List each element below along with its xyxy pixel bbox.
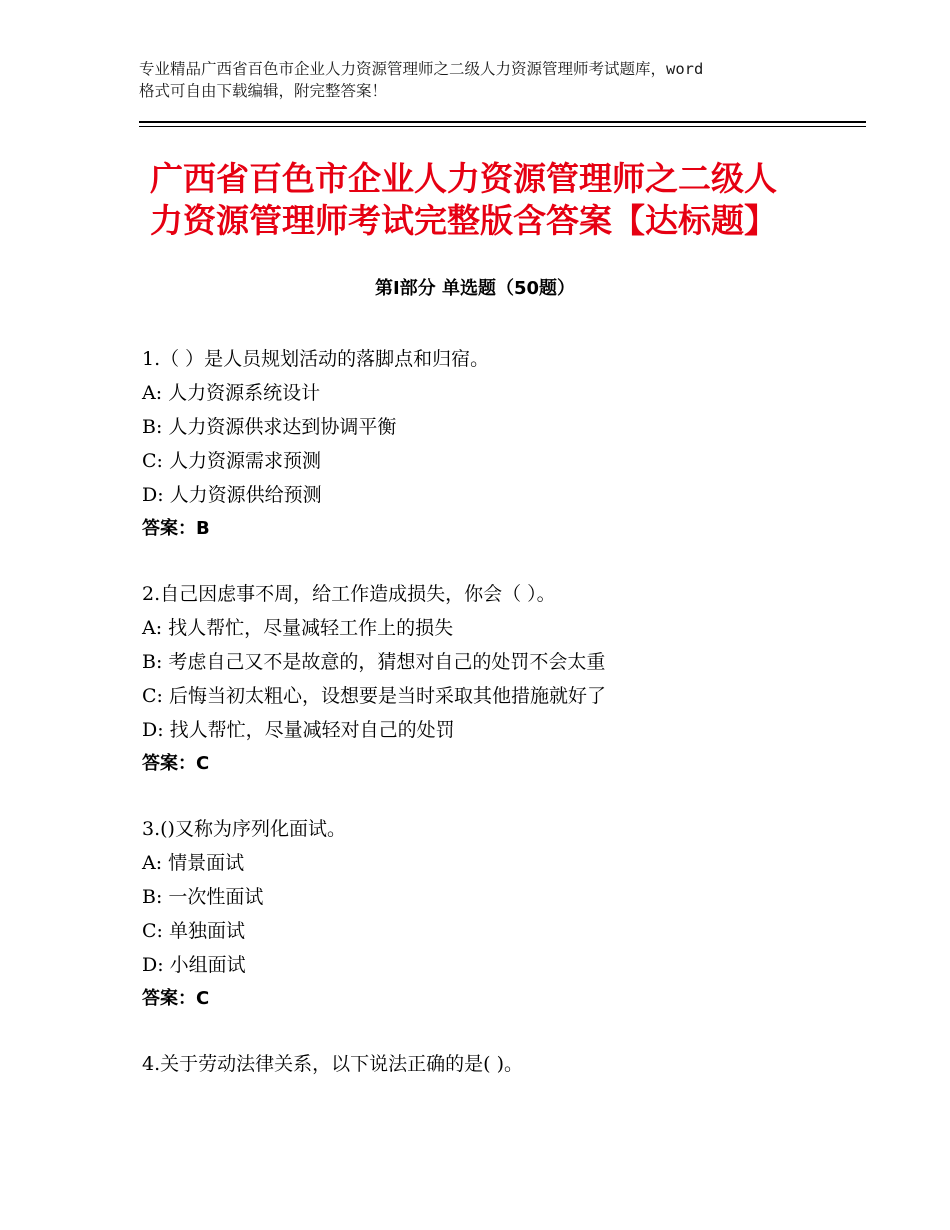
question-4 bbox=[142, 1047, 882, 1081]
question-2 bbox=[142, 577, 882, 781]
option-c: C: 人力资源需求预测 bbox=[142, 450, 321, 472]
option-b: B: 一次性面试 bbox=[142, 886, 264, 908]
question-3 bbox=[142, 812, 882, 1016]
question-1 bbox=[142, 342, 882, 546]
option-a: A: 人力资源系统设计 bbox=[142, 382, 321, 404]
header-note-line-2: 格式可自由下载编辑，附完整答案！ bbox=[139, 82, 388, 100]
document-title-line-1: 广西省百色市企业人力资源管理师之二级人 bbox=[150, 159, 777, 198]
answer-line: 答案：C bbox=[142, 988, 210, 1009]
option-d: D: 人力资源供给预测 bbox=[142, 484, 322, 506]
header-divider-thick bbox=[139, 121, 866, 123]
question-stem: 1.（ ）是人员规划活动的落脚点和归宿。 bbox=[142, 348, 490, 370]
question-stem: 4.关于劳动法律关系，以下说法正确的是( )。 bbox=[142, 1053, 523, 1075]
question-list bbox=[142, 342, 882, 1112]
document-title bbox=[150, 158, 830, 242]
option-b: B: 人力资源供求达到协调平衡 bbox=[142, 416, 397, 438]
option-b: B: 考虑自己又不是故意的，猜想对自己的处罚不会太重 bbox=[142, 651, 606, 673]
answer-line: 答案：B bbox=[142, 518, 210, 539]
header-divider-thin bbox=[139, 126, 866, 127]
document-title-line-2: 力资源管理师考试完整版含答案【达标题】 bbox=[150, 201, 777, 240]
question-stem: 2.自己因虑事不周，给工作造成损失，你会（ ）。 bbox=[142, 583, 556, 605]
question-stem: 3.()又称为序列化面试。 bbox=[142, 818, 346, 840]
option-c: C: 单独面试 bbox=[142, 920, 245, 942]
option-d: D: 找人帮忙，尽量减轻对自己的处罚 bbox=[142, 719, 455, 741]
option-a: A: 情景面试 bbox=[142, 852, 245, 874]
header-note bbox=[139, 58, 839, 102]
answer-line: 答案：C bbox=[142, 753, 210, 774]
section-heading: 第Ⅰ部分 单选题（50题） bbox=[374, 278, 575, 299]
option-d: D: 小组面试 bbox=[142, 954, 246, 976]
header-note-line-1: 专业精品广西省百色市企业人力资源管理师之二级人力资源管理师考试题库，word bbox=[139, 60, 704, 78]
option-a: A: 找人帮忙，尽量减轻工作上的损失 bbox=[142, 617, 454, 639]
option-c: C: 后悔当初太粗心，设想要是当时采取其他措施就好了 bbox=[142, 685, 606, 707]
